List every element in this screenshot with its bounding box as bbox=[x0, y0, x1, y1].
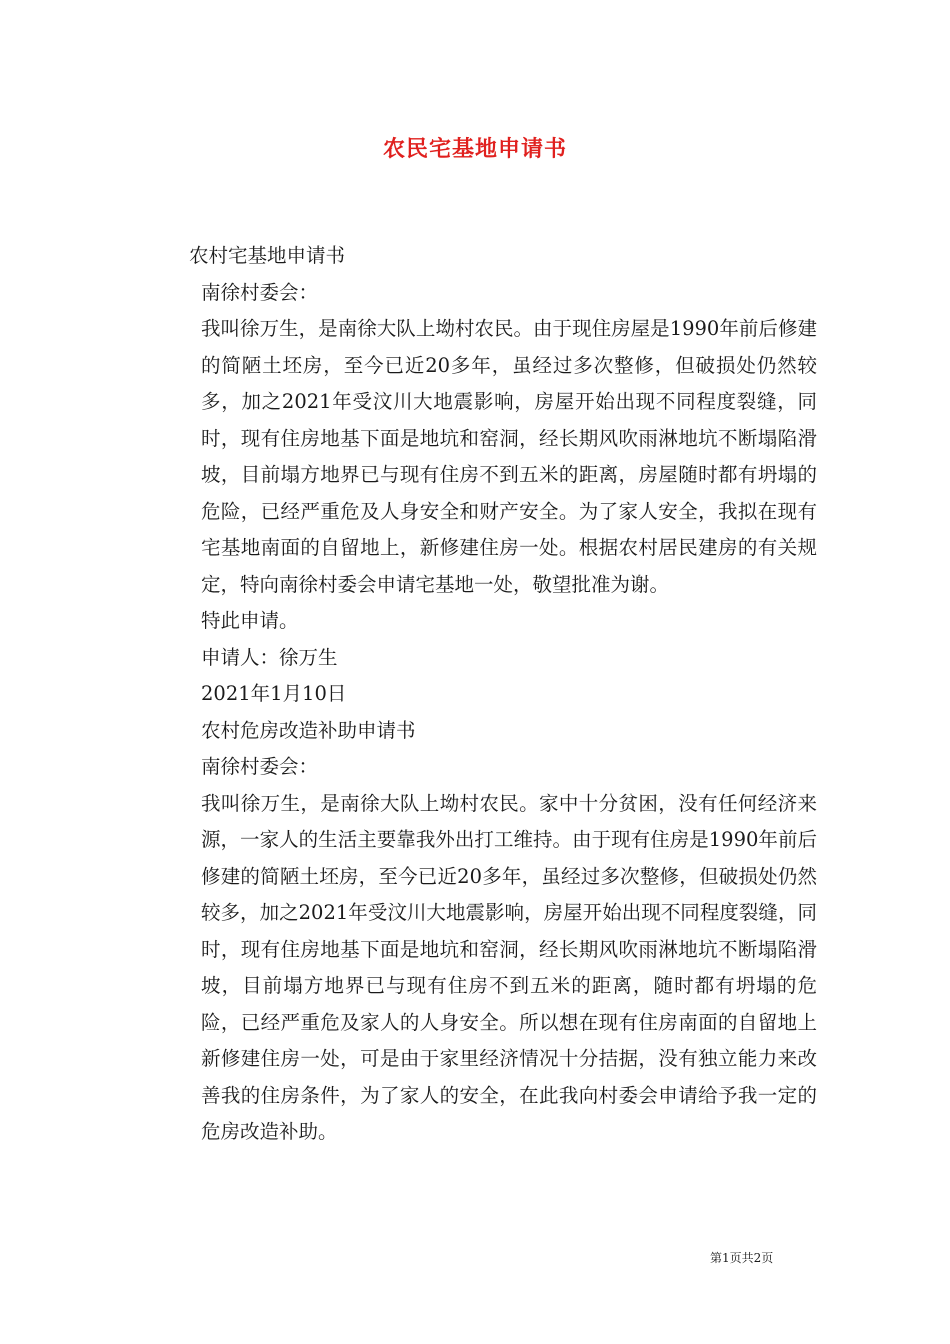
application-date: 2021年1月10日 bbox=[201, 682, 347, 705]
applicant-name: 申请人：徐万生 bbox=[201, 645, 338, 669]
salutation: 南徐村委会： bbox=[201, 755, 319, 778]
section-heading-homestead: 农村宅基地申请书 bbox=[189, 244, 346, 267]
paragraph-renovation-request: 我叫徐万生，是南徐大队上坳村农民。家中十分贫困，没有任何经济来源，一家人的生活主要靠我外出打工维持。由于现有住房是1990年前后修建的简陋土坯房，至今已近20多年，虽经过多次整修，但破损处仍然较多，加之2021年受汶川大地震影响，房屋开始出现不同程度裂缝，同时，现有住房地基下面是地坑和窑洞，经长期风吹雨淋地坑不断塌陷滑坡，目前塌方地界已与现有住房不到五米的距离，随时都有坍塌的危险，已经严重危及家人的人身安全。所以想在现有住房南面的自留地上新修建住房一处，可是由于家里经济情况十分拮据，没有独立能力来改善我的住房条件，为了家人的安全，在此我向村委会申请给予我一定的危房改造补助。 bbox=[201, 791, 817, 1143]
paragraph-homestead-request: 我叫徐万生，是南徐大队上坳村农民。由于现住房屋是1990年前后修建的简陋土坯房，至今已近20多年，虽经过多次整修，但破损处仍然较多，加之2021年受汶川大地震影响，房屋开始出现不同程度裂缝，同时，现有住房地基下面是地坑和窑洞，经长期风吹雨淋地坑不断塌陷滑坡，目前塌方地界已与现有住房不到五米的距离，房屋随时都有坍塌的危险，已经严重危及人身安全和财产安全。为了家人安全，我拟在现有宅基地南面的自留地上，新修建住房一处。根据农村居民建房的有关规定，特向南徐村委会申请宅基地一处，敬望批准为谢。 bbox=[201, 317, 817, 596]
page-title: 农民宅基地申请书 bbox=[382, 136, 567, 162]
section-heading-renovation: 农村危房改造补助申请书 bbox=[201, 718, 416, 742]
document-body bbox=[145, 238, 817, 1151]
salutation: 南徐村委会： bbox=[201, 280, 319, 304]
closing-text: 特此申请。 bbox=[201, 609, 299, 632]
page-number: 第1页共2页 bbox=[710, 1251, 774, 1265]
